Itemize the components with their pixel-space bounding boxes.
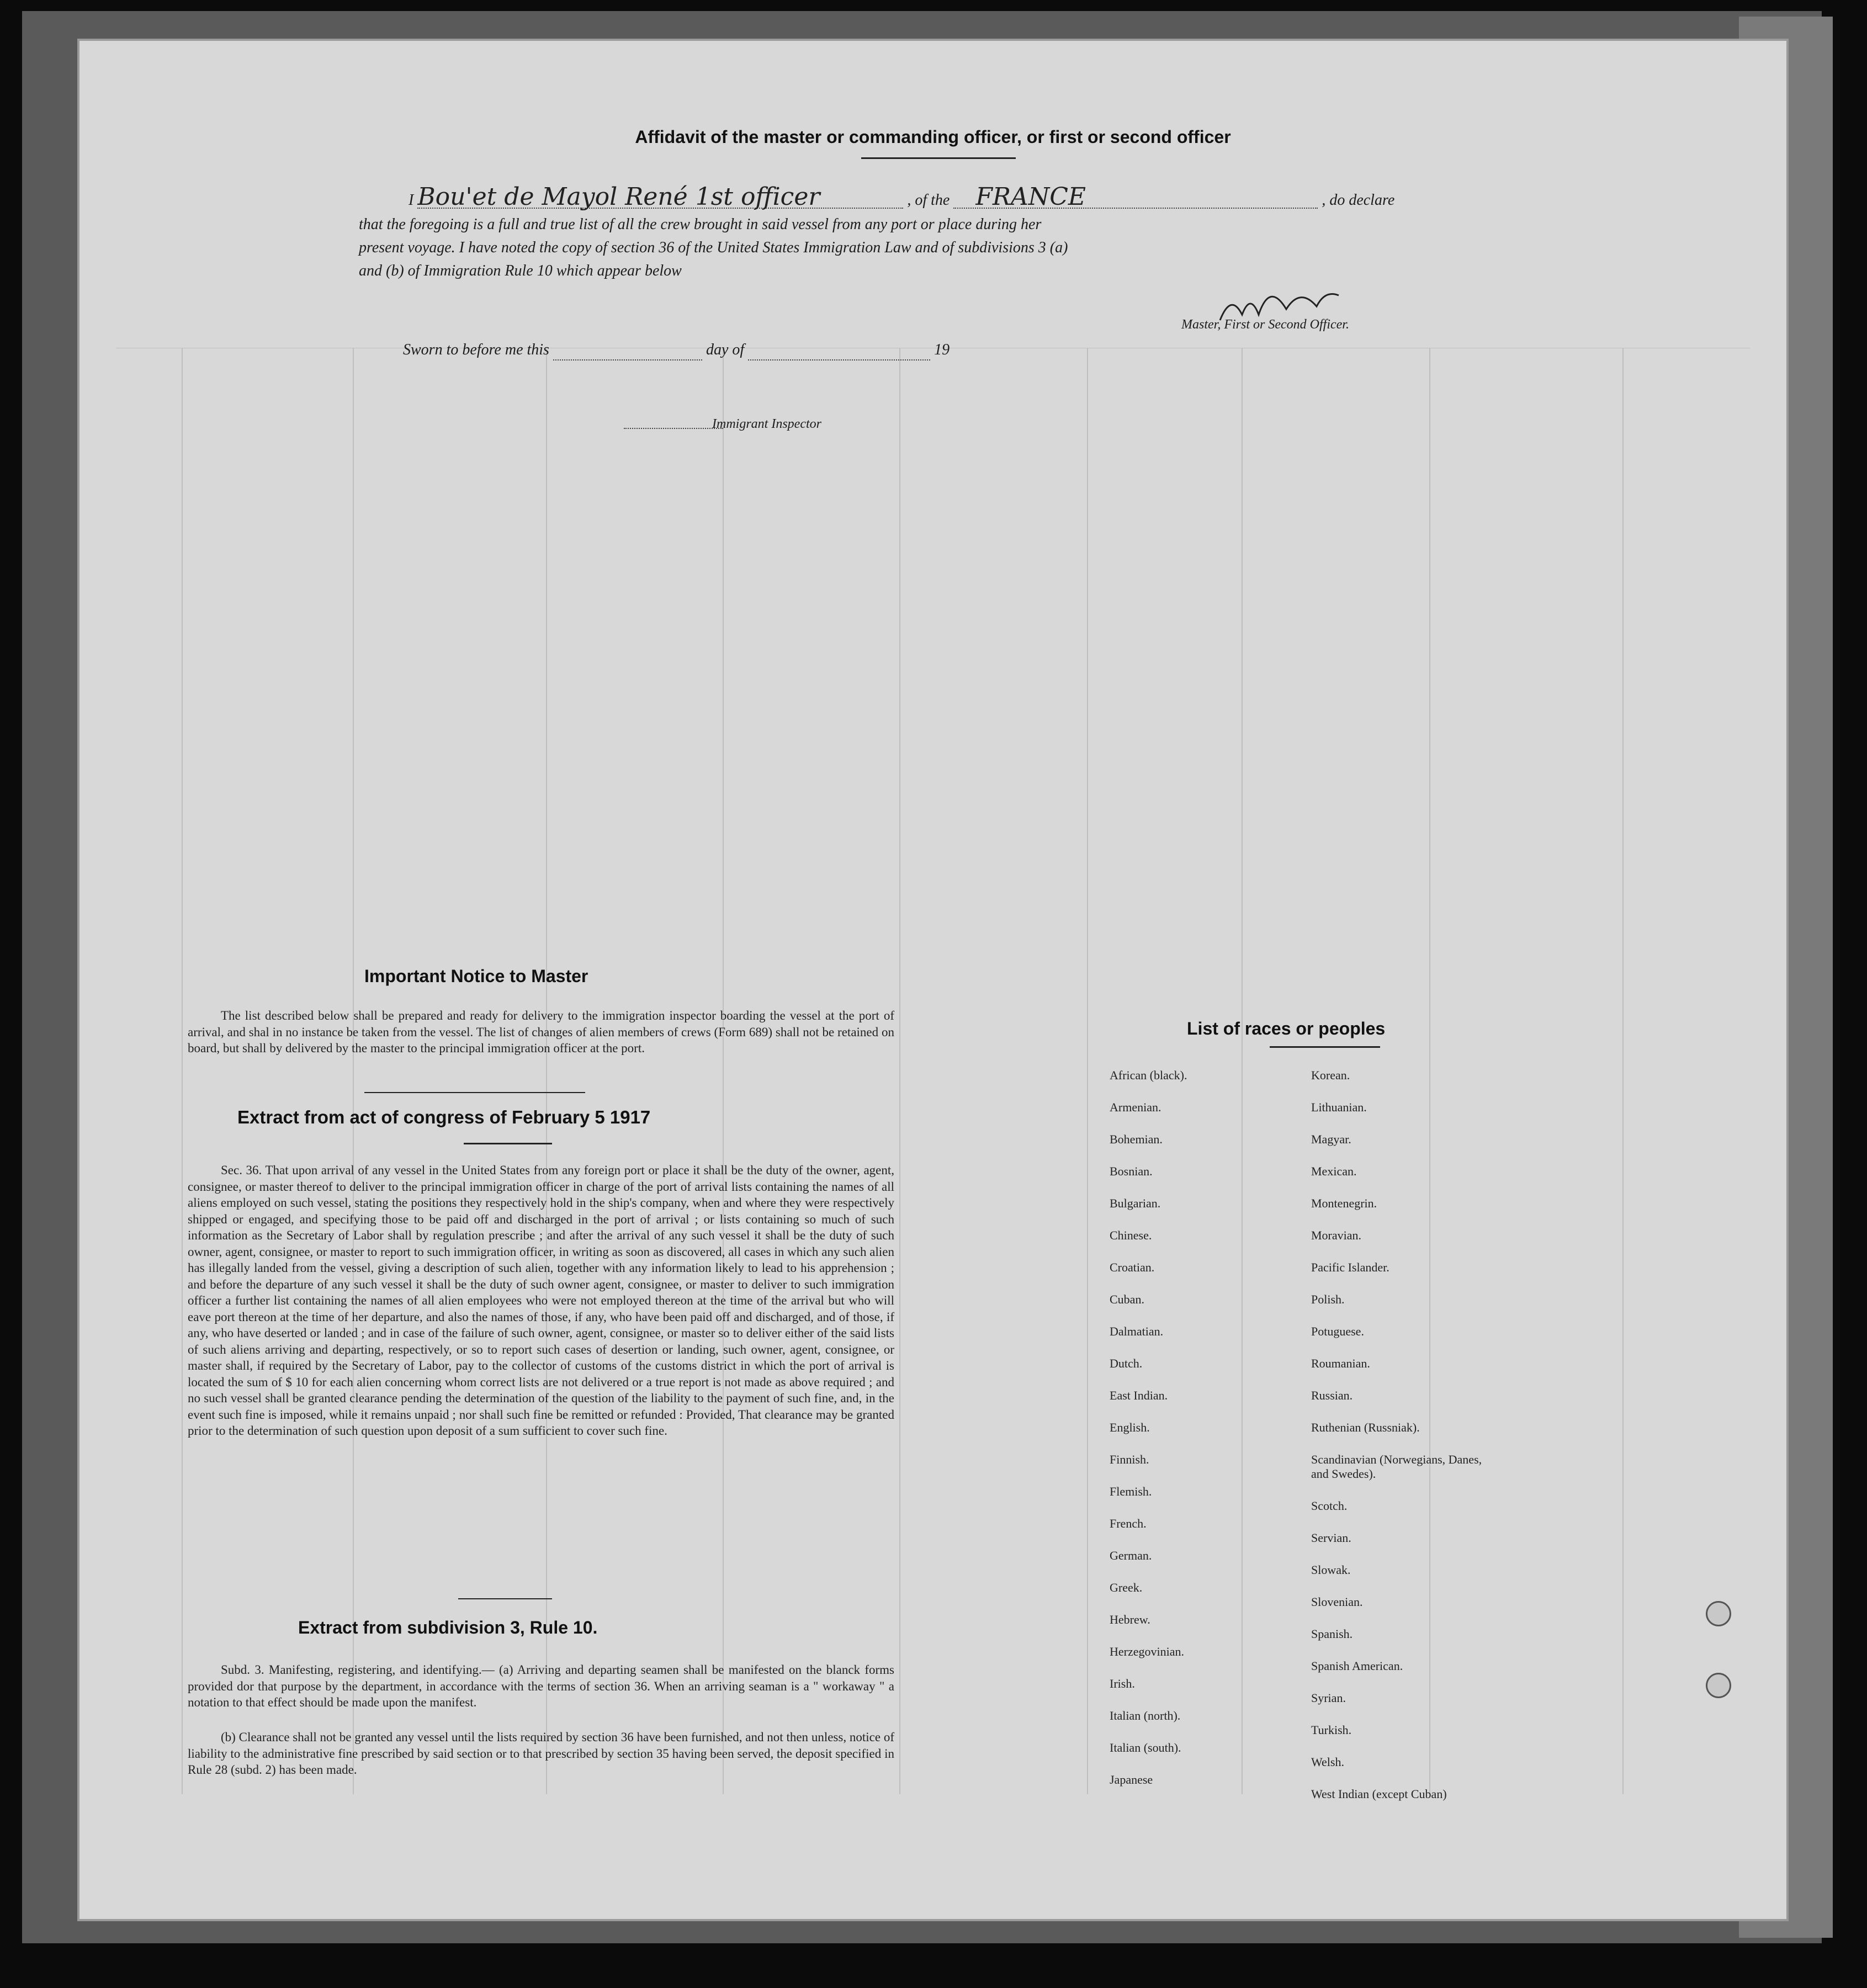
- notice-text: The list described below shall be prepared and ready for delivery to the immigration inspector boarding the vessel at the port of arrival, and shal in no instance be taken from the vessel. The list of changes of alien members of crews (Form 689) shall not be retained on board, but shall by delivered by the master to the principal immigration officer at the port.: [188, 1009, 894, 1055]
- race-item: Finnish.: [1110, 1452, 1149, 1466]
- race-item: Lithuanian.: [1311, 1100, 1367, 1114]
- race-item: Scandinavian (Norwegians, Danes, and Swedes).: [1311, 1452, 1482, 1481]
- race-item: Polish.: [1311, 1292, 1345, 1306]
- race-item: Spanish American.: [1311, 1659, 1403, 1673]
- race-item: Bosnian.: [1110, 1164, 1153, 1178]
- sworn-day-of: day of: [706, 341, 745, 358]
- affidavit-line-3: present voyage. I have noted the copy of section 36 of the United States Immigration Law and of subdivisions 3 (a): [359, 239, 1068, 256]
- race-item: Dutch.: [1110, 1356, 1143, 1370]
- race-item: Flemish.: [1110, 1485, 1152, 1498]
- race-item: Russian.: [1311, 1388, 1353, 1402]
- extract-act-text: Sec. 36. That upon arrival of any vessel in the United States from any foreign port or place it shall be the duty of the owner, agent, consignee, or master thereof to deliver to the principal immigration officer in charge of the port of arrival lists containing the names of all aliens employed on such vessel, stating the positions they respectively hold in the ship's company, when and where they were respectively shipped or engaged, and specifying those to be paid off and discharged in the port of arrival ; or lists containing so much of such information as the Secretary of Labor shall by regulation prescribe ; and after the arrival of any such vessel it shall be the duty of such owner, agent, consignee, or master to report to such immigration officer, in writing as soon as discovered, all cases in which any such alien has illegally landed from the vessel, giving a description of such alien, together with any information likely to lead to his apprehension ; and before the departure of any such vessel it shall be the duty of such owner agent, consignee, or master to deliver to such immigration officer a further list containing the names of all alien employees who were not employed thereon at the time of the arrival but who will eave port thereon at the time of her departure, and also the names of those, if any, who have been paid off and discharged, and of those, if any, who have deserted or landed ; and in case of the failure of such owner, agent, consignee, or master so to deliver either of the said lists of such aliens arriving and departing, respectively, or so to report such cases of desertion or landing, such owner, agent, consignee, or master shall, if required by the Secretary of Labor, pay to the collector of customs of the customs district in which the port of arrival is located the sum of $ 10 for each alien concerning whom correct lists are not delivered or a true report is not made as above required ; and no such vessel shall be granted clearance pending the determination of the question of the liability to the payment of such fine, and, in the event such fine is imposed, while it remains unpaid ; nor shall such fine be remitted or refunded : Provided, That clearance may be granted prior to the determination of such question upon deposit of a sum sufficient to cover such fine.: [188, 1163, 894, 1438]
- extract-rule-para-b: (b) Clearance shall not be granted any vessel until the lists required by section 36 have been furnished, and not then unless, notice of liability to the administrative fine prescribed by said section or to that prescribed by section 35 having been served, the deposit specified in Rule 28 (subd. 2) has been made.: [188, 1730, 894, 1777]
- race-item: Roumanian.: [1311, 1356, 1370, 1370]
- race-item: Ruthenian (Russniak).: [1311, 1420, 1420, 1434]
- extract-rule-para-a: Subd. 3. Manifesting, registering, and identifying.— (a) Arriving and departing seamen shall be manifested on the blanck forms provided dor that purpose by the department, in accordance with the terms of section 36. When an arriving seaman is a " workaway " a notation to that effect should be made upon the manifest.: [188, 1663, 894, 1709]
- sworn-month-blank: [748, 359, 930, 361]
- extract-act-end-rule: [458, 1598, 552, 1599]
- notice-title: Important Notice to Master: [364, 966, 588, 986]
- race-item: Irish.: [1110, 1677, 1135, 1690]
- bleed-through-grid: [116, 348, 1750, 1794]
- race-item: French.: [1110, 1517, 1147, 1530]
- line1-prefix: I: [409, 192, 414, 209]
- race-item: Potuguese.: [1311, 1324, 1364, 1338]
- race-item: German.: [1110, 1549, 1152, 1562]
- affidavit-line-1: [409, 183, 1485, 211]
- signature-caption: Master, First or Second Officer.: [1181, 317, 1349, 332]
- race-item: Cuban.: [1110, 1292, 1144, 1306]
- extract-act-title: Extract from act of congress of February 5 1917: [237, 1107, 651, 1127]
- race-item: Magyar.: [1311, 1132, 1351, 1146]
- sworn-day-blank: [553, 359, 702, 361]
- race-item: Moravian.: [1311, 1228, 1362, 1242]
- officer-name-handwritten: Bou'et de Mayol René 1st officer: [417, 187, 903, 209]
- race-item: English.: [1110, 1420, 1150, 1434]
- race-item: Italian (south).: [1110, 1741, 1181, 1754]
- race-item: Hebrew.: [1110, 1613, 1150, 1626]
- inspector-blank: [624, 428, 723, 429]
- line1-of-the: , of the: [907, 192, 950, 209]
- extract-rule-title: Extract from subdivision 3, Rule 10.: [298, 1618, 598, 1637]
- affidavit-line-2: that the foregoing is a full and true list of all the crew brought in said vessel from any port or place during her: [359, 216, 1042, 233]
- race-item: Japanese: [1110, 1773, 1153, 1786]
- race-item: Korean.: [1311, 1068, 1350, 1082]
- race-item: Turkish.: [1311, 1723, 1352, 1737]
- race-item: Italian (north).: [1110, 1709, 1181, 1722]
- race-item: Syrian.: [1311, 1691, 1346, 1705]
- affidavit-line-4: and (b) of Immigration Rule 10 which appear below: [359, 262, 682, 279]
- race-item: Spanish.: [1311, 1627, 1353, 1641]
- vessel-name-handwritten: FRANCE: [953, 187, 1318, 209]
- race-item: African (black).: [1110, 1068, 1187, 1082]
- extract-act-rule: [464, 1143, 552, 1144]
- races-title: List of races or peoples: [1187, 1019, 1386, 1038]
- race-item: Slowak.: [1311, 1563, 1351, 1577]
- race-item: East Indian.: [1110, 1388, 1168, 1402]
- race-item: Mexican.: [1311, 1164, 1357, 1178]
- notice-rule: [364, 1092, 585, 1093]
- race-item: Welsh.: [1311, 1755, 1344, 1769]
- race-item: West Indian (except Cuban): [1311, 1787, 1447, 1801]
- race-item: Croatian.: [1110, 1260, 1155, 1274]
- line1-suffix: , do declare: [1322, 192, 1395, 209]
- race-item: Montenegrin.: [1311, 1196, 1377, 1210]
- race-item: Bulgarian.: [1110, 1196, 1161, 1210]
- race-item: Dalmatian.: [1110, 1324, 1164, 1338]
- race-item: Armenian.: [1110, 1100, 1161, 1114]
- affidavit-title: Affidavit of the master or commanding officer, or first or second officer: [635, 127, 1231, 147]
- race-item: Chinese.: [1110, 1228, 1152, 1242]
- sworn-year: 19: [934, 341, 950, 358]
- inspector-caption: Immigrant Inspector: [712, 417, 821, 431]
- document-sheet: [77, 39, 1789, 1921]
- race-item: Bohemian.: [1110, 1132, 1163, 1146]
- punch-hole: [1706, 1673, 1731, 1698]
- sworn-line: [403, 340, 1176, 361]
- race-item: Pacific Islander.: [1311, 1260, 1389, 1274]
- race-item: Herzegovinian.: [1110, 1645, 1184, 1658]
- race-item: Scotch.: [1311, 1499, 1348, 1513]
- title-rule: [861, 157, 1016, 159]
- race-item: Greek.: [1110, 1581, 1143, 1594]
- race-item: Servian.: [1311, 1531, 1351, 1545]
- race-item: Slovenian.: [1311, 1595, 1363, 1609]
- sworn-prefix: Sworn to before me this: [403, 341, 549, 358]
- punch-hole: [1706, 1601, 1731, 1626]
- races-rule: [1270, 1046, 1380, 1048]
